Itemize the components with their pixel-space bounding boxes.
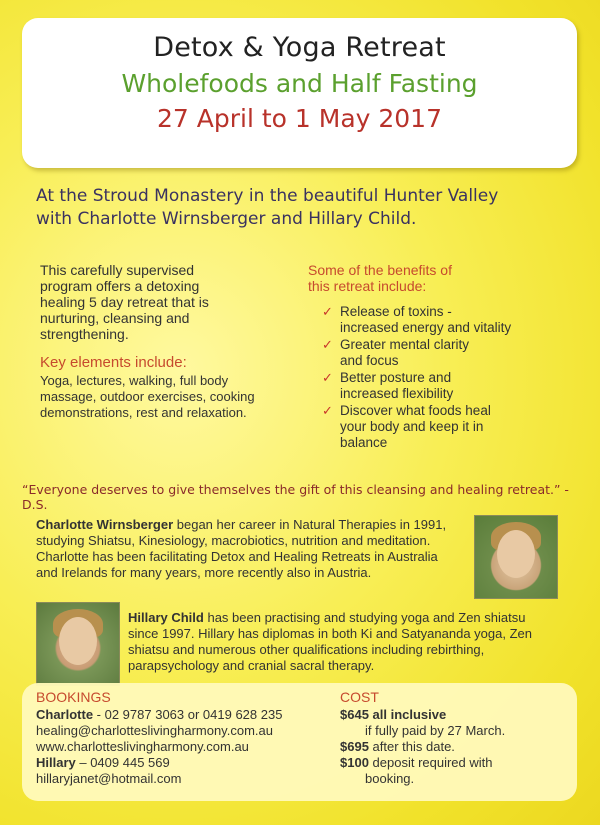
price-late xyxy=(340,739,570,755)
benefit-line: Discover what foods heal xyxy=(340,403,491,418)
key-elements-heading: Key elements include: xyxy=(40,354,187,371)
hillary-phone: – 0409 445 569 xyxy=(75,755,170,770)
price-condition: if fully paid by 27 March. xyxy=(365,723,506,738)
header-panel xyxy=(22,18,577,168)
benefits-heading-line: Some of the benefits of xyxy=(308,262,452,278)
check-icon: ✓ xyxy=(322,304,333,319)
venue-intro xyxy=(36,185,576,231)
program-line: healing 5 day retreat that is xyxy=(40,294,209,310)
price-late-amount: $695 xyxy=(340,739,369,754)
hillary-name: Hillary Child xyxy=(128,610,204,625)
retreat-subtitle: Wholefoods and Half Fasting xyxy=(121,69,478,98)
face-shape xyxy=(59,617,97,665)
charlotte-contact-name: Charlotte xyxy=(36,707,94,722)
charlotte-email[interactable]: healing@charlotteslivingharmony.com.au xyxy=(36,723,273,738)
benefit-line: Greater mental clarity xyxy=(340,337,470,352)
key-elements-line: Yoga, lectures, walking, full body xyxy=(40,373,229,388)
deposit xyxy=(340,755,570,771)
charlotte-contact xyxy=(36,707,336,723)
charlotte-bio-line xyxy=(36,517,466,533)
benefit-item xyxy=(308,370,558,402)
benefits-list xyxy=(308,304,558,451)
benefits-section xyxy=(308,262,558,452)
program-line: nurturing, cleansing and xyxy=(40,310,190,326)
charlotte-name: Charlotte Wirnsberger xyxy=(36,517,174,532)
retreat-title: Detox & Yoga Retreat xyxy=(153,32,446,63)
benefit-line: increased flexibility xyxy=(340,386,454,401)
hillary-email[interactable]: hillaryjanet@hotmail.com xyxy=(36,771,182,786)
bookings-heading: BOOKINGS xyxy=(36,689,111,705)
cost-section xyxy=(340,689,570,787)
price-late-note: after this date. xyxy=(368,739,455,754)
benefit-item xyxy=(308,304,558,336)
key-elements-text xyxy=(40,373,290,421)
venue-intro-line: with Charlotte Wirnsberger and Hillary Child. xyxy=(36,209,417,229)
benefit-line: increased energy and vitality xyxy=(340,320,512,335)
face-shape xyxy=(497,530,535,578)
benefit-line: Better posture and xyxy=(340,370,452,385)
retreat-dates: 27 April to 1 May 2017 xyxy=(157,104,442,133)
benefit-item xyxy=(308,337,558,369)
hillary-bio-line: since 1997. Hillary has diplomas in both Ki and Satyananda yoga, Zen xyxy=(128,626,532,641)
deposit-amount: $100 xyxy=(340,755,369,770)
program-line: program offers a detoxing xyxy=(40,278,200,294)
charlotte-photo xyxy=(474,515,558,599)
hillary-photo xyxy=(36,602,120,686)
benefit-line: balance xyxy=(340,435,388,450)
check-icon: ✓ xyxy=(322,370,333,385)
venue-intro-line: At the Stroud Monastery in the beautiful Hunter Valley xyxy=(36,186,499,206)
hillary-contact-name: Hillary xyxy=(36,755,76,770)
price-all-inclusive: $645 all inclusive xyxy=(340,707,447,722)
program-description xyxy=(40,262,290,421)
check-icon: ✓ xyxy=(322,403,333,418)
hillary-bio-start: has been practising and studying yoga and Zen shiatsu xyxy=(203,610,526,625)
benefit-line: your body and keep it in xyxy=(340,419,484,434)
testimonial-quote: “Everyone deserves to give themselves the gift of this cleansing and healing retreat.” - D.S. xyxy=(22,482,569,512)
benefits-heading xyxy=(308,262,558,294)
charlotte-bio-line: and Irelands for many years, more recently also in Austria. xyxy=(36,565,372,580)
charlotte-bio-line: studying Shiatsu, Kinesiology, macrobiotics, nutrition and meditation. xyxy=(36,533,431,548)
hillary-bio-line: parapsychology and cranial sacral therapy. xyxy=(128,658,375,673)
benefit-item xyxy=(308,403,558,451)
key-elements-line: demonstrations, rest and relaxation. xyxy=(40,405,247,420)
hillary-bio xyxy=(128,610,578,674)
charlotte-bio xyxy=(36,517,466,581)
deposit-note: deposit required with xyxy=(368,755,493,770)
charlotte-website[interactable]: www.charlotteslivingharmony.com.au xyxy=(36,739,249,754)
benefit-line: Release of toxins - xyxy=(340,304,452,319)
hillary-bio-line xyxy=(128,610,578,626)
charlotte-phone: - 02 9787 3063 or 0419 628 235 xyxy=(93,707,283,722)
benefit-line: and focus xyxy=(340,353,399,368)
charlotte-bio-line: Charlotte has been facilitating Detox and Healing Retreats in Australia xyxy=(36,549,438,564)
program-line: This carefully supervised xyxy=(40,262,195,278)
program-line: strengthening. xyxy=(40,326,129,342)
check-icon: ✓ xyxy=(322,337,333,352)
key-elements-line: massage, outdoor exercises, cooking xyxy=(40,389,255,404)
hillary-bio-line: shiatsu and numerous other qualifications including rebirthing, xyxy=(128,642,485,657)
cost-heading: COST xyxy=(340,689,379,705)
benefits-heading-line: this retreat include: xyxy=(308,278,427,294)
hillary-contact xyxy=(36,755,336,771)
bookings-section xyxy=(36,689,336,787)
charlotte-bio-start: began her career in Natural Therapies in 1991, xyxy=(173,517,447,532)
deposit-note-line: booking. xyxy=(365,771,415,786)
